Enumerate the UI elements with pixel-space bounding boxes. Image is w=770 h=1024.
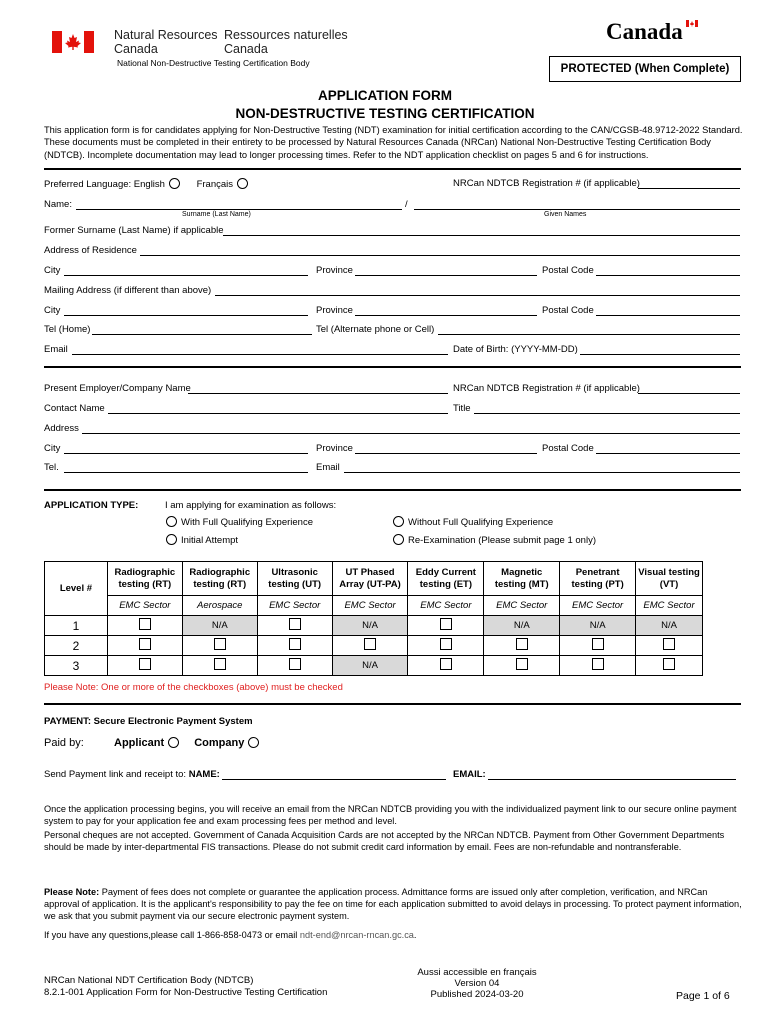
postal-code-input[interactable]	[596, 275, 740, 276]
applicant-radio[interactable]	[168, 737, 179, 748]
given-names-hint: Given Names	[544, 211, 587, 218]
re-examination-radio[interactable]	[393, 534, 404, 545]
postal-code-label: Postal Code	[542, 265, 594, 276]
contact-name-input[interactable]	[108, 413, 448, 414]
employer-tel-input[interactable]	[64, 472, 308, 473]
contact-email-link[interactable]: ndt-end@nrcan-rncan.gc.ca	[299, 930, 414, 940]
name-label: Name:	[44, 199, 72, 210]
na-cell: N/A	[484, 616, 560, 636]
city-input[interactable]	[64, 275, 308, 276]
mailing-postal-label: Postal Code	[542, 305, 594, 316]
employer-postal-label: Postal Code	[542, 443, 594, 454]
re-examination-label: Re-Examination (Please submit page 1 only)	[408, 535, 596, 546]
application-type-intro: I am applying for examination as follows:	[165, 500, 337, 511]
applicant-label: Applicant	[114, 737, 165, 749]
canada-wordmark: Canada	[606, 19, 683, 44]
note-label: Please Note:	[44, 887, 100, 897]
former-surname-input[interactable]	[223, 235, 740, 236]
payment-paragraph-2: Personal cheques are not accepted. Government of Canada Acquisition Cards are not accepted by the NRCan NDTCB. Payment from Other Government Departments should be made by inter-departmental FIS transactions. Please do not submit credit card information by email. Fees are non-refundable and nontransferable.	[44, 830, 725, 853]
footer-version: Version 04	[454, 978, 500, 989]
checkbox-l1-rt-emc[interactable]	[139, 618, 151, 630]
employer-address-input[interactable]	[82, 433, 740, 434]
col-header-rt-emc: Radiographic testing (RT)	[107, 562, 182, 596]
mailing-postal-input[interactable]	[596, 315, 740, 316]
given-names-input[interactable]	[414, 209, 740, 210]
na-cell: N/A	[560, 616, 636, 636]
tel-alt-label: Tel (Alternate phone or Cell)	[316, 324, 435, 335]
sector-rt-emc: EMC Sector	[107, 596, 182, 616]
sector-et: EMC Sector	[408, 596, 484, 616]
col-header-mt: Magnetic testing (MT)	[484, 562, 560, 596]
intro-paragraph: This application form is for candidates applying for Non-Destructive Testing (NDT) examination for initial certification according to the CAN/CGSB-48.9712-2022 Standard. These documents must be completed in their entirety to be processed by Natural Resources Canada (NRCan) National Non-Destructive Testing Certification Body (NDTCB). Incomplete documentation may lead to longer processing times. Refer to the NDT application checklist on pages 5 and 6 for instructions.	[44, 125, 743, 160]
col-header-ut: Ultrasonic testing (UT)	[257, 562, 332, 596]
employer-label: Present Employer/Company Name	[44, 383, 191, 394]
initial-attempt-radio[interactable]	[166, 534, 177, 545]
employer-city-label: City	[44, 443, 61, 454]
employer-province-label: Province	[316, 443, 353, 454]
na-cell: N/A	[332, 616, 408, 636]
employer-address-label: Address	[44, 423, 79, 434]
mailing-city-input[interactable]	[64, 315, 308, 316]
without-experience-radio[interactable]	[393, 516, 404, 527]
address-residence-input[interactable]	[140, 255, 740, 256]
former-surname-label: Former Surname (Last Name) if applicable	[44, 225, 224, 236]
checkbox-l2-vt[interactable]	[663, 638, 675, 650]
surname-hint: Surname (Last Name)	[182, 211, 251, 218]
checkbox-l2-utpa[interactable]	[364, 638, 376, 650]
sector-vt: EMC Sector	[636, 596, 703, 616]
na-cell: N/A	[636, 616, 703, 636]
mailing-province-label: Province	[316, 305, 353, 316]
checkbox-l3-rt-emc[interactable]	[139, 658, 151, 670]
employer-registration-input[interactable]	[638, 393, 740, 394]
full-experience-radio[interactable]	[166, 516, 177, 527]
sector-rt-aero: Aerospace	[182, 596, 257, 616]
sector-mt: EMC Sector	[484, 596, 560, 616]
na-cell: N/A	[332, 656, 408, 676]
footer-form-id: 8.2.1-001 Application Form for Non-Destructive Testing Certification	[44, 987, 328, 998]
checkbox-l2-rt-aero[interactable]	[214, 638, 226, 650]
email-input[interactable]	[72, 354, 448, 355]
program-name: National Non-Destructive Testing Certification Body	[117, 58, 310, 68]
checkbox-l2-ut[interactable]	[289, 638, 301, 650]
employer-email-input[interactable]	[344, 472, 740, 473]
tel-home-label: Tel (Home)	[44, 324, 91, 335]
checkbox-l3-rt-aero[interactable]	[214, 658, 226, 670]
checkbox-l1-ut[interactable]	[289, 618, 301, 630]
contact-name-label: Contact Name	[44, 403, 105, 414]
na-cell: N/A	[182, 616, 257, 636]
col-header-rt-aero: Radiographic testing (RT)	[182, 562, 257, 596]
checkbox-l3-mt[interactable]	[516, 658, 528, 670]
footer-french: Aussi accessible en français	[417, 967, 537, 978]
email-label: Email	[44, 344, 68, 355]
checkbox-l2-et[interactable]	[440, 638, 452, 650]
payment-name-label: NAME:	[188, 769, 220, 780]
payment-heading: PAYMENT: Secure Electronic Payment System	[44, 716, 253, 727]
checkbox-l3-ut[interactable]	[289, 658, 301, 670]
checkbox-l3-vt[interactable]	[663, 658, 675, 670]
employer-province-input[interactable]	[355, 453, 537, 454]
tel-home-input[interactable]	[92, 334, 312, 335]
dept-name-fr-1: Ressources naturelles	[224, 28, 348, 42]
paid-by-label: Paid by:	[44, 737, 84, 749]
preferred-language-label: Preferred Language: English	[44, 179, 165, 190]
footer-published: Published 2024-03-20	[430, 989, 524, 1000]
protected-badge	[549, 56, 741, 82]
checkbox-warning: Please Note: One or more of the checkboxes (above) must be checked	[44, 682, 343, 693]
checkbox-l1-et[interactable]	[440, 618, 452, 630]
col-header-pt: Penetrant testing (PT)	[560, 562, 636, 596]
company-label: Company	[194, 737, 245, 749]
city-label: City	[44, 265, 61, 276]
table-row	[45, 616, 703, 636]
dept-name-fr-2: Canada	[224, 42, 268, 56]
level-3: 3	[45, 656, 108, 676]
payment-email-input[interactable]	[488, 779, 736, 780]
col-header-vt: Visual testing (VT)	[636, 562, 703, 596]
questions-line	[44, 929, 744, 941]
employer-city-input[interactable]	[64, 453, 308, 454]
mailing-address-label: Mailing Address (if different than above)	[44, 285, 212, 296]
note-text: Payment of fees does not complete or guarantee the application process. Admittance forms are issued only after completion, verification, and NRCan approval of application. It is the applicant's responsibility to pay the fee on time for each application submitted to avoid delays in processing. To protect payment information, we ask that you submit payment via our secure electronic payment system.	[44, 887, 742, 922]
without-experience-label: Without Full Qualifying Experience	[408, 517, 554, 528]
col-header-et: Eddy Current testing (ET)	[408, 562, 484, 596]
dept-name-en-1: Natural Resources	[114, 28, 218, 42]
send-payment-label: Send Payment link and receipt to:	[44, 769, 187, 780]
name-slash: /	[405, 199, 408, 210]
wordmark-flag-icon	[686, 19, 698, 26]
table-row	[45, 656, 703, 676]
payment-paragraph-1: Once the application processing begins, you will receive an email from the NRCan NDTCB providing you with the individualized payment link to our secure online payment system to pay for your application fee and exam processing fees per method and level.	[44, 804, 737, 827]
level-1: 1	[45, 616, 108, 636]
col-header-utpa: UT Phased Array (UT-PA)	[332, 562, 408, 596]
registration-label: NRCan NDTCB Registration # (if applicable)	[453, 178, 640, 189]
questions-period: .	[413, 930, 417, 940]
checkbox-l2-pt[interactable]	[592, 638, 604, 650]
sector-utpa: EMC Sector	[332, 596, 408, 616]
application-type-heading: APPLICATION TYPE:	[44, 500, 139, 511]
title-label: Title	[453, 403, 471, 414]
title-input[interactable]	[474, 413, 740, 414]
dob-input[interactable]	[580, 354, 740, 355]
mailing-province-input[interactable]	[355, 315, 537, 316]
form-title: APPLICATION FORM	[318, 88, 452, 103]
francais-label: Français	[196, 179, 234, 190]
dob-label: Date of Birth: (YYYY-MM-DD)	[453, 344, 578, 355]
level-2: 2	[45, 636, 108, 656]
payment-email-label: EMAIL:	[453, 769, 486, 780]
registration-input[interactable]	[638, 188, 740, 189]
employer-tel-label: Tel.	[44, 462, 59, 473]
province-label: Province	[316, 265, 353, 276]
form-subtitle: NON-DESTRUCTIVE TESTING CERTIFICATION	[235, 106, 535, 121]
sector-pt: EMC Sector	[560, 596, 636, 616]
questions-text: If you have any questions,please call 1-866-858-0473 or email	[44, 930, 300, 940]
tel-alt-input[interactable]	[438, 334, 740, 335]
checkbox-l3-pt[interactable]	[592, 658, 604, 670]
mailing-city-label: City	[44, 305, 61, 316]
full-experience-label: With Full Qualifying Experience	[181, 517, 313, 528]
mailing-address-input[interactable]	[215, 295, 740, 296]
province-input[interactable]	[355, 275, 537, 276]
method-level-table	[44, 561, 703, 676]
surname-input[interactable]	[76, 209, 402, 210]
checkbox-l3-et[interactable]	[440, 658, 452, 670]
protected-label: PROTECTED (When Complete)	[560, 63, 730, 75]
canada-flag-logo	[52, 31, 94, 53]
company-radio[interactable]	[248, 737, 259, 748]
english-radio[interactable]	[169, 178, 180, 189]
payment-name-input[interactable]	[222, 779, 446, 780]
initial-attempt-label: Initial Attempt	[181, 535, 239, 546]
payment-note	[44, 886, 744, 923]
checkbox-l2-mt[interactable]	[516, 638, 528, 650]
footer-body-name: NRCan National NDT Certification Body (NDTCB)	[44, 975, 254, 986]
employer-registration-label: NRCan NDTCB Registration # (if applicable)	[453, 383, 640, 394]
employer-email-label: Email	[316, 462, 340, 473]
francais-radio[interactable]	[237, 178, 248, 189]
dept-name-en-2: Canada	[114, 42, 158, 56]
table-row	[45, 636, 703, 656]
checkbox-l2-rt-emc[interactable]	[139, 638, 151, 650]
level-header: Level #	[45, 562, 108, 616]
page-number: Page 1 of 6	[676, 990, 730, 1002]
employer-postal-input[interactable]	[596, 453, 740, 454]
address-residence-label: Address of Residence	[44, 245, 137, 256]
employer-input[interactable]	[188, 393, 448, 394]
sector-ut: EMC Sector	[257, 596, 332, 616]
